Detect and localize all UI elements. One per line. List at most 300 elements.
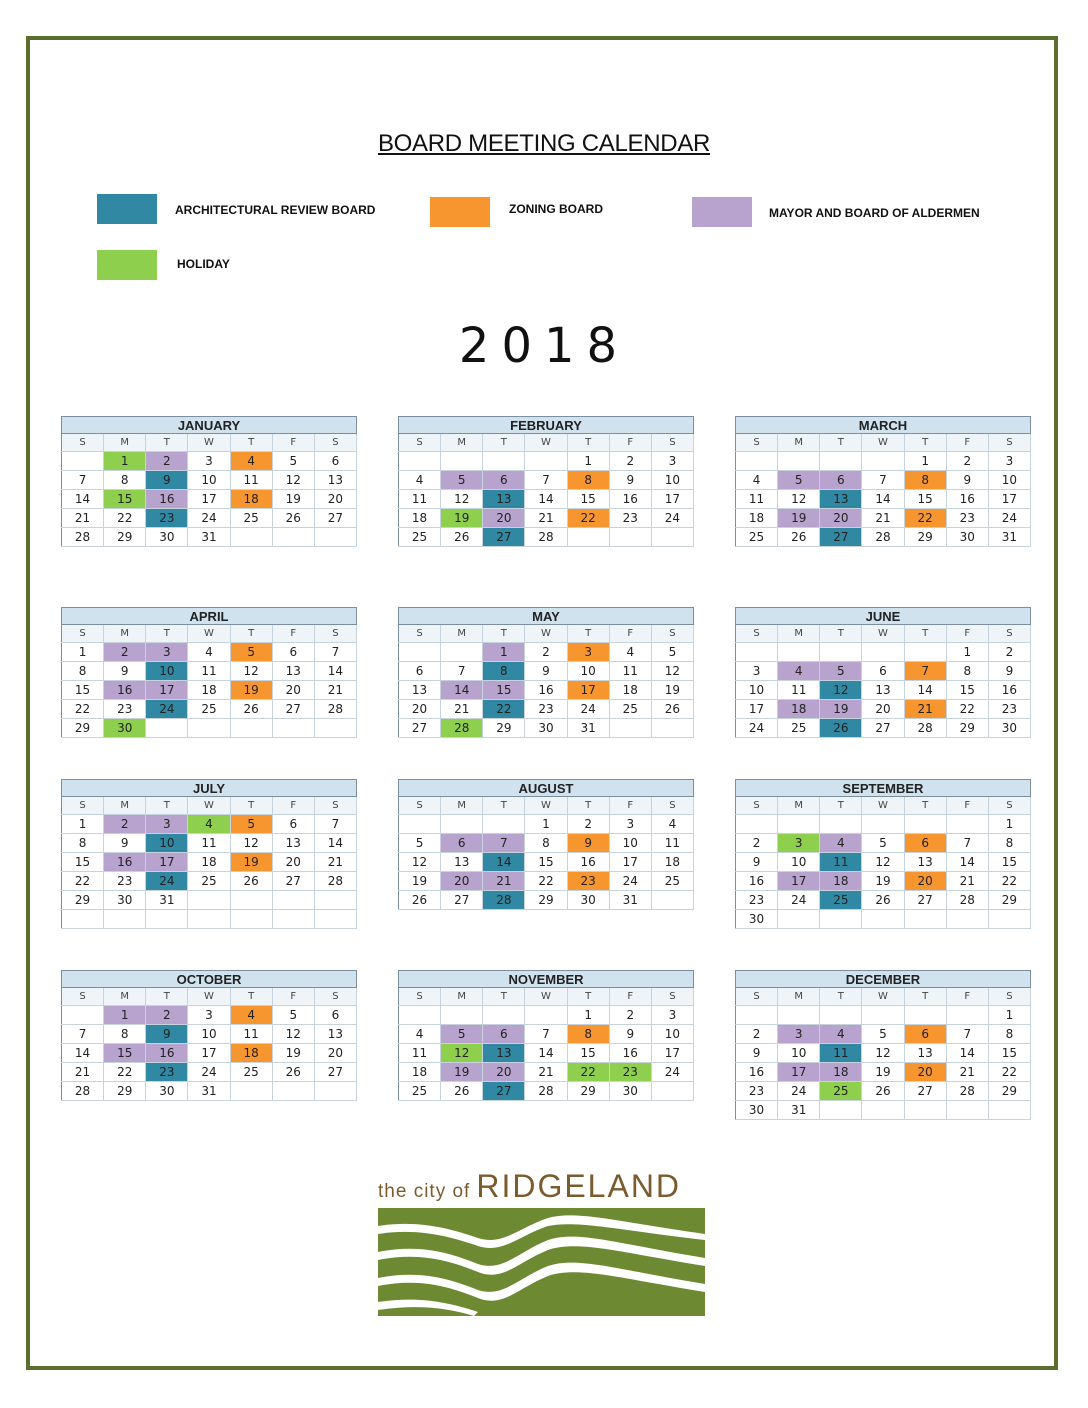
- weekday-label: T: [230, 988, 272, 1006]
- day-cell: 26: [441, 528, 483, 547]
- day-cell: 24: [736, 719, 778, 738]
- day-cell: 16: [104, 853, 146, 872]
- day-cell: 3: [778, 834, 820, 853]
- day-cell: 8: [483, 662, 525, 681]
- weekday-label: S: [651, 797, 693, 815]
- day-cell: 5: [230, 815, 272, 834]
- day-cell: 25: [778, 719, 820, 738]
- day-cell: 2: [609, 452, 651, 471]
- weekday-label: S: [736, 434, 778, 452]
- day-cell: 15: [62, 681, 104, 700]
- day-cell: 1: [988, 815, 1030, 834]
- empty-cell: [736, 1006, 778, 1025]
- day-cell: 21: [441, 700, 483, 719]
- weekday-label: S: [988, 625, 1030, 643]
- day-cell: 11: [651, 834, 693, 853]
- day-cell: 23: [146, 1063, 188, 1082]
- day-cell: 14: [862, 490, 904, 509]
- day-cell: 19: [441, 509, 483, 528]
- empty-cell: [609, 528, 651, 547]
- day-cell: 18: [399, 509, 441, 528]
- day-cell: 3: [988, 452, 1030, 471]
- empty-cell: [230, 719, 272, 738]
- day-cell: 10: [778, 1044, 820, 1063]
- empty-cell: [904, 910, 946, 929]
- day-cell: 8: [904, 471, 946, 490]
- empty-cell: [862, 910, 904, 929]
- day-cell: 23: [609, 1063, 651, 1082]
- day-cell: 7: [62, 1025, 104, 1044]
- day-cell: 18: [651, 853, 693, 872]
- day-cell: 27: [904, 891, 946, 910]
- day-cell: 30: [609, 1082, 651, 1101]
- day-cell: 28: [314, 700, 356, 719]
- weekday-label: T: [567, 797, 609, 815]
- weekday-label: T: [483, 988, 525, 1006]
- day-cell: 16: [609, 1044, 651, 1063]
- weekday-label: T: [820, 625, 862, 643]
- weekday-label: F: [272, 434, 314, 452]
- empty-cell: [862, 1101, 904, 1120]
- day-cell: 30: [946, 528, 988, 547]
- empty-cell: [862, 452, 904, 471]
- day-cell: 19: [272, 490, 314, 509]
- month-november: [398, 970, 694, 1101]
- empty-cell: [483, 1006, 525, 1025]
- weekday-label: S: [736, 625, 778, 643]
- day-cell: 16: [525, 681, 567, 700]
- day-cell: 4: [399, 471, 441, 490]
- day-cell: 8: [988, 1025, 1030, 1044]
- empty-cell: [441, 452, 483, 471]
- day-cell: 1: [483, 643, 525, 662]
- day-cell: 29: [62, 719, 104, 738]
- day-cell: 3: [188, 452, 230, 471]
- day-cell: 15: [567, 490, 609, 509]
- weekday-label: S: [399, 797, 441, 815]
- weekday-label: W: [525, 434, 567, 452]
- empty-cell: [525, 1006, 567, 1025]
- zoning-swatch-icon: [430, 197, 490, 227]
- month-name: SEPTEMBER: [736, 780, 1031, 797]
- day-cell: 28: [525, 1082, 567, 1101]
- month-name: MARCH: [736, 417, 1031, 434]
- empty-cell: [778, 1006, 820, 1025]
- day-cell: 22: [567, 1063, 609, 1082]
- month-name: AUGUST: [399, 780, 694, 797]
- weekday-label: W: [525, 988, 567, 1006]
- empty-cell: [272, 891, 314, 910]
- empty-cell: [904, 1006, 946, 1025]
- day-cell: 5: [230, 643, 272, 662]
- weekday-label: W: [188, 434, 230, 452]
- empty-cell: [230, 910, 272, 929]
- weekday-label: S: [988, 988, 1030, 1006]
- day-cell: 15: [988, 853, 1030, 872]
- empty-cell: [862, 1006, 904, 1025]
- day-cell: 18: [188, 681, 230, 700]
- empty-cell: [778, 910, 820, 929]
- day-cell: 9: [736, 853, 778, 872]
- day-cell: 23: [567, 872, 609, 891]
- weekday-label: S: [651, 434, 693, 452]
- day-cell: 18: [736, 509, 778, 528]
- day-cell: 5: [820, 662, 862, 681]
- weekday-label: T: [146, 988, 188, 1006]
- day-cell: 24: [988, 509, 1030, 528]
- empty-cell: [525, 452, 567, 471]
- day-cell: 28: [62, 528, 104, 547]
- day-cell: 4: [736, 471, 778, 490]
- day-cell: 19: [651, 681, 693, 700]
- day-cell: 24: [651, 509, 693, 528]
- day-cell: 25: [820, 1082, 862, 1101]
- empty-cell: [904, 1101, 946, 1120]
- empty-cell: [441, 1006, 483, 1025]
- day-cell: 2: [567, 815, 609, 834]
- day-cell: 8: [988, 834, 1030, 853]
- empty-cell: [272, 910, 314, 929]
- day-cell: 30: [146, 528, 188, 547]
- empty-cell: [946, 910, 988, 929]
- weekday-label: S: [736, 797, 778, 815]
- page-title: BOARD MEETING CALENDAR: [377, 130, 711, 157]
- day-cell: 18: [230, 1044, 272, 1063]
- day-cell: 23: [146, 509, 188, 528]
- month-name: JULY: [62, 780, 357, 797]
- empty-cell: [567, 528, 609, 547]
- day-cell: 20: [441, 872, 483, 891]
- weekday-label: F: [609, 797, 651, 815]
- day-cell: 24: [188, 509, 230, 528]
- day-cell: 27: [314, 1063, 356, 1082]
- day-cell: 23: [104, 700, 146, 719]
- day-cell: 7: [483, 834, 525, 853]
- empty-cell: [188, 891, 230, 910]
- empty-cell: [946, 1101, 988, 1120]
- day-cell: 27: [441, 891, 483, 910]
- empty-cell: [820, 910, 862, 929]
- day-cell: 31: [778, 1101, 820, 1120]
- day-cell: 11: [188, 834, 230, 853]
- day-cell: 31: [188, 528, 230, 547]
- weekday-label: T: [567, 434, 609, 452]
- legend-label-holiday: HOLIDAY: [177, 257, 230, 271]
- day-cell: 26: [778, 528, 820, 547]
- day-cell: 31: [146, 891, 188, 910]
- day-cell: 4: [778, 662, 820, 681]
- weekday-label: W: [525, 797, 567, 815]
- day-cell: 26: [230, 700, 272, 719]
- day-cell: 28: [904, 719, 946, 738]
- day-cell: 24: [609, 872, 651, 891]
- day-cell: 17: [567, 681, 609, 700]
- day-cell: 23: [104, 872, 146, 891]
- empty-cell: [483, 452, 525, 471]
- empty-cell: [736, 643, 778, 662]
- legend-label-arb: ARCHITECTURAL REVIEW BOARD: [175, 203, 376, 217]
- day-cell: 6: [862, 662, 904, 681]
- day-cell: 13: [314, 1025, 356, 1044]
- day-cell: 13: [904, 1044, 946, 1063]
- day-cell: 17: [188, 1044, 230, 1063]
- day-cell: 10: [146, 662, 188, 681]
- day-cell: 5: [778, 471, 820, 490]
- day-cell: 19: [230, 853, 272, 872]
- day-cell: 7: [314, 815, 356, 834]
- day-cell: 3: [736, 662, 778, 681]
- empty-cell: [778, 452, 820, 471]
- empty-cell: [188, 910, 230, 929]
- day-cell: 21: [314, 681, 356, 700]
- day-cell: 31: [609, 891, 651, 910]
- day-cell: 29: [104, 1082, 146, 1101]
- weekday-label: T: [146, 434, 188, 452]
- day-cell: 4: [230, 1006, 272, 1025]
- day-cell: 24: [778, 1082, 820, 1101]
- day-cell: 25: [736, 528, 778, 547]
- day-cell: 25: [651, 872, 693, 891]
- weekday-label: M: [778, 625, 820, 643]
- weekday-label: M: [441, 797, 483, 815]
- day-cell: 16: [736, 872, 778, 891]
- day-cell: 22: [62, 700, 104, 719]
- empty-cell: [988, 1101, 1030, 1120]
- day-cell: 12: [230, 662, 272, 681]
- empty-cell: [904, 815, 946, 834]
- empty-cell: [272, 1082, 314, 1101]
- weekday-label: T: [904, 625, 946, 643]
- weekday-label: M: [441, 625, 483, 643]
- day-cell: 6: [483, 1025, 525, 1044]
- weekday-label: F: [272, 988, 314, 1006]
- day-cell: 15: [567, 1044, 609, 1063]
- weekday-label: T: [567, 988, 609, 1006]
- day-cell: 28: [525, 528, 567, 547]
- month-name: MAY: [399, 608, 694, 625]
- day-cell: 15: [904, 490, 946, 509]
- empty-cell: [441, 643, 483, 662]
- empty-cell: [188, 719, 230, 738]
- day-cell: 7: [946, 834, 988, 853]
- day-cell: 2: [946, 452, 988, 471]
- day-cell: 15: [62, 853, 104, 872]
- empty-cell: [62, 910, 104, 929]
- day-cell: 25: [399, 1082, 441, 1101]
- day-cell: 2: [736, 834, 778, 853]
- day-cell: 5: [441, 1025, 483, 1044]
- day-cell: 9: [609, 471, 651, 490]
- day-cell: 25: [188, 872, 230, 891]
- day-cell: 3: [146, 643, 188, 662]
- day-cell: 7: [946, 1025, 988, 1044]
- month-july: [61, 779, 357, 929]
- month-december: [735, 970, 1031, 1120]
- day-cell: 20: [904, 1063, 946, 1082]
- day-cell: 26: [230, 872, 272, 891]
- empty-cell: [272, 719, 314, 738]
- day-cell: 9: [567, 834, 609, 853]
- day-cell: 12: [778, 490, 820, 509]
- day-cell: 2: [988, 643, 1030, 662]
- day-cell: 1: [525, 815, 567, 834]
- day-cell: 9: [525, 662, 567, 681]
- day-cell: 4: [399, 1025, 441, 1044]
- day-cell: 29: [988, 891, 1030, 910]
- day-cell: 20: [272, 681, 314, 700]
- day-cell: 11: [399, 1044, 441, 1063]
- day-cell: 20: [314, 1044, 356, 1063]
- day-cell: 14: [525, 490, 567, 509]
- weekday-label: F: [272, 797, 314, 815]
- month-name: DECEMBER: [736, 971, 1031, 988]
- weekday-label: S: [62, 797, 104, 815]
- day-cell: 29: [567, 1082, 609, 1101]
- empty-cell: [230, 1082, 272, 1101]
- day-cell: 17: [736, 700, 778, 719]
- month-may: [398, 607, 694, 738]
- empty-cell: [441, 815, 483, 834]
- day-cell: 7: [904, 662, 946, 681]
- weekday-label: S: [399, 434, 441, 452]
- day-cell: 9: [736, 1044, 778, 1063]
- day-cell: 19: [820, 700, 862, 719]
- day-cell: 18: [188, 853, 230, 872]
- day-cell: 2: [104, 815, 146, 834]
- day-cell: 19: [778, 509, 820, 528]
- day-cell: 5: [272, 452, 314, 471]
- day-cell: 6: [904, 1025, 946, 1044]
- day-cell: 24: [188, 1063, 230, 1082]
- empty-cell: [946, 815, 988, 834]
- day-cell: 17: [651, 1044, 693, 1063]
- day-cell: 20: [862, 700, 904, 719]
- day-cell: 25: [399, 528, 441, 547]
- weekday-label: S: [988, 797, 1030, 815]
- weekday-label: F: [609, 988, 651, 1006]
- empty-cell: [314, 1082, 356, 1101]
- day-cell: 14: [314, 662, 356, 681]
- weekday-label: F: [609, 625, 651, 643]
- day-cell: 14: [525, 1044, 567, 1063]
- day-cell: 5: [862, 834, 904, 853]
- day-cell: 29: [904, 528, 946, 547]
- day-cell: 4: [820, 1025, 862, 1044]
- empty-cell: [272, 528, 314, 547]
- day-cell: 24: [567, 700, 609, 719]
- day-cell: 8: [62, 662, 104, 681]
- day-cell: 28: [62, 1082, 104, 1101]
- weekday-label: W: [188, 797, 230, 815]
- weekday-label: S: [736, 988, 778, 1006]
- day-cell: 14: [62, 1044, 104, 1063]
- empty-cell: [946, 1006, 988, 1025]
- day-cell: 27: [862, 719, 904, 738]
- day-cell: 12: [651, 662, 693, 681]
- day-cell: 9: [146, 471, 188, 490]
- empty-cell: [651, 891, 693, 910]
- day-cell: 14: [946, 1044, 988, 1063]
- day-cell: 21: [525, 509, 567, 528]
- day-cell: 7: [314, 643, 356, 662]
- month-february: [398, 416, 694, 547]
- day-cell: 6: [314, 1006, 356, 1025]
- day-cell: 7: [525, 1025, 567, 1044]
- weekday-label: M: [104, 625, 146, 643]
- legend-label-mayor: MAYOR AND BOARD OF ALDERMEN: [769, 206, 980, 220]
- day-cell: 24: [146, 872, 188, 891]
- day-cell: 18: [820, 1063, 862, 1082]
- weekday-label: S: [314, 434, 356, 452]
- day-cell: 6: [820, 471, 862, 490]
- day-cell: 24: [146, 700, 188, 719]
- month-name: JANUARY: [62, 417, 357, 434]
- day-cell: 1: [904, 452, 946, 471]
- weekday-label: M: [441, 434, 483, 452]
- day-cell: 11: [188, 662, 230, 681]
- day-cell: 10: [609, 834, 651, 853]
- month-march: [735, 416, 1031, 547]
- day-cell: 12: [272, 1025, 314, 1044]
- day-cell: 1: [567, 452, 609, 471]
- day-cell: 27: [272, 700, 314, 719]
- day-cell: 29: [62, 891, 104, 910]
- weekday-label: T: [567, 625, 609, 643]
- weekday-label: F: [272, 625, 314, 643]
- day-cell: 17: [188, 490, 230, 509]
- weekday-label: F: [946, 797, 988, 815]
- day-cell: 23: [736, 891, 778, 910]
- weekday-label: M: [104, 797, 146, 815]
- day-cell: 8: [62, 834, 104, 853]
- day-cell: 14: [483, 853, 525, 872]
- empty-cell: [988, 910, 1030, 929]
- day-cell: 27: [399, 719, 441, 738]
- day-cell: 6: [314, 452, 356, 471]
- day-cell: 19: [862, 1063, 904, 1082]
- empty-cell: [104, 910, 146, 929]
- day-cell: 11: [230, 1025, 272, 1044]
- day-cell: 9: [988, 662, 1030, 681]
- weekday-label: S: [651, 988, 693, 1006]
- day-cell: 4: [651, 815, 693, 834]
- logo-small-text: the city of: [378, 1181, 471, 1202]
- day-cell: 18: [399, 1063, 441, 1082]
- weekday-label: S: [399, 625, 441, 643]
- day-cell: 20: [399, 700, 441, 719]
- weekday-label: W: [525, 625, 567, 643]
- weekday-label: T: [904, 434, 946, 452]
- day-cell: 15: [988, 1044, 1030, 1063]
- day-cell: 25: [230, 1063, 272, 1082]
- holiday-swatch-icon: [97, 250, 157, 280]
- day-cell: 4: [609, 643, 651, 662]
- day-cell: 5: [651, 643, 693, 662]
- day-cell: 14: [314, 834, 356, 853]
- day-cell: 8: [525, 834, 567, 853]
- day-cell: 29: [483, 719, 525, 738]
- day-cell: 27: [820, 528, 862, 547]
- weekday-label: T: [820, 797, 862, 815]
- day-cell: 22: [104, 1063, 146, 1082]
- day-cell: 14: [62, 490, 104, 509]
- day-cell: 6: [399, 662, 441, 681]
- empty-cell: [862, 643, 904, 662]
- day-cell: 11: [399, 490, 441, 509]
- day-cell: 31: [567, 719, 609, 738]
- day-cell: 3: [651, 1006, 693, 1025]
- day-cell: 30: [736, 1101, 778, 1120]
